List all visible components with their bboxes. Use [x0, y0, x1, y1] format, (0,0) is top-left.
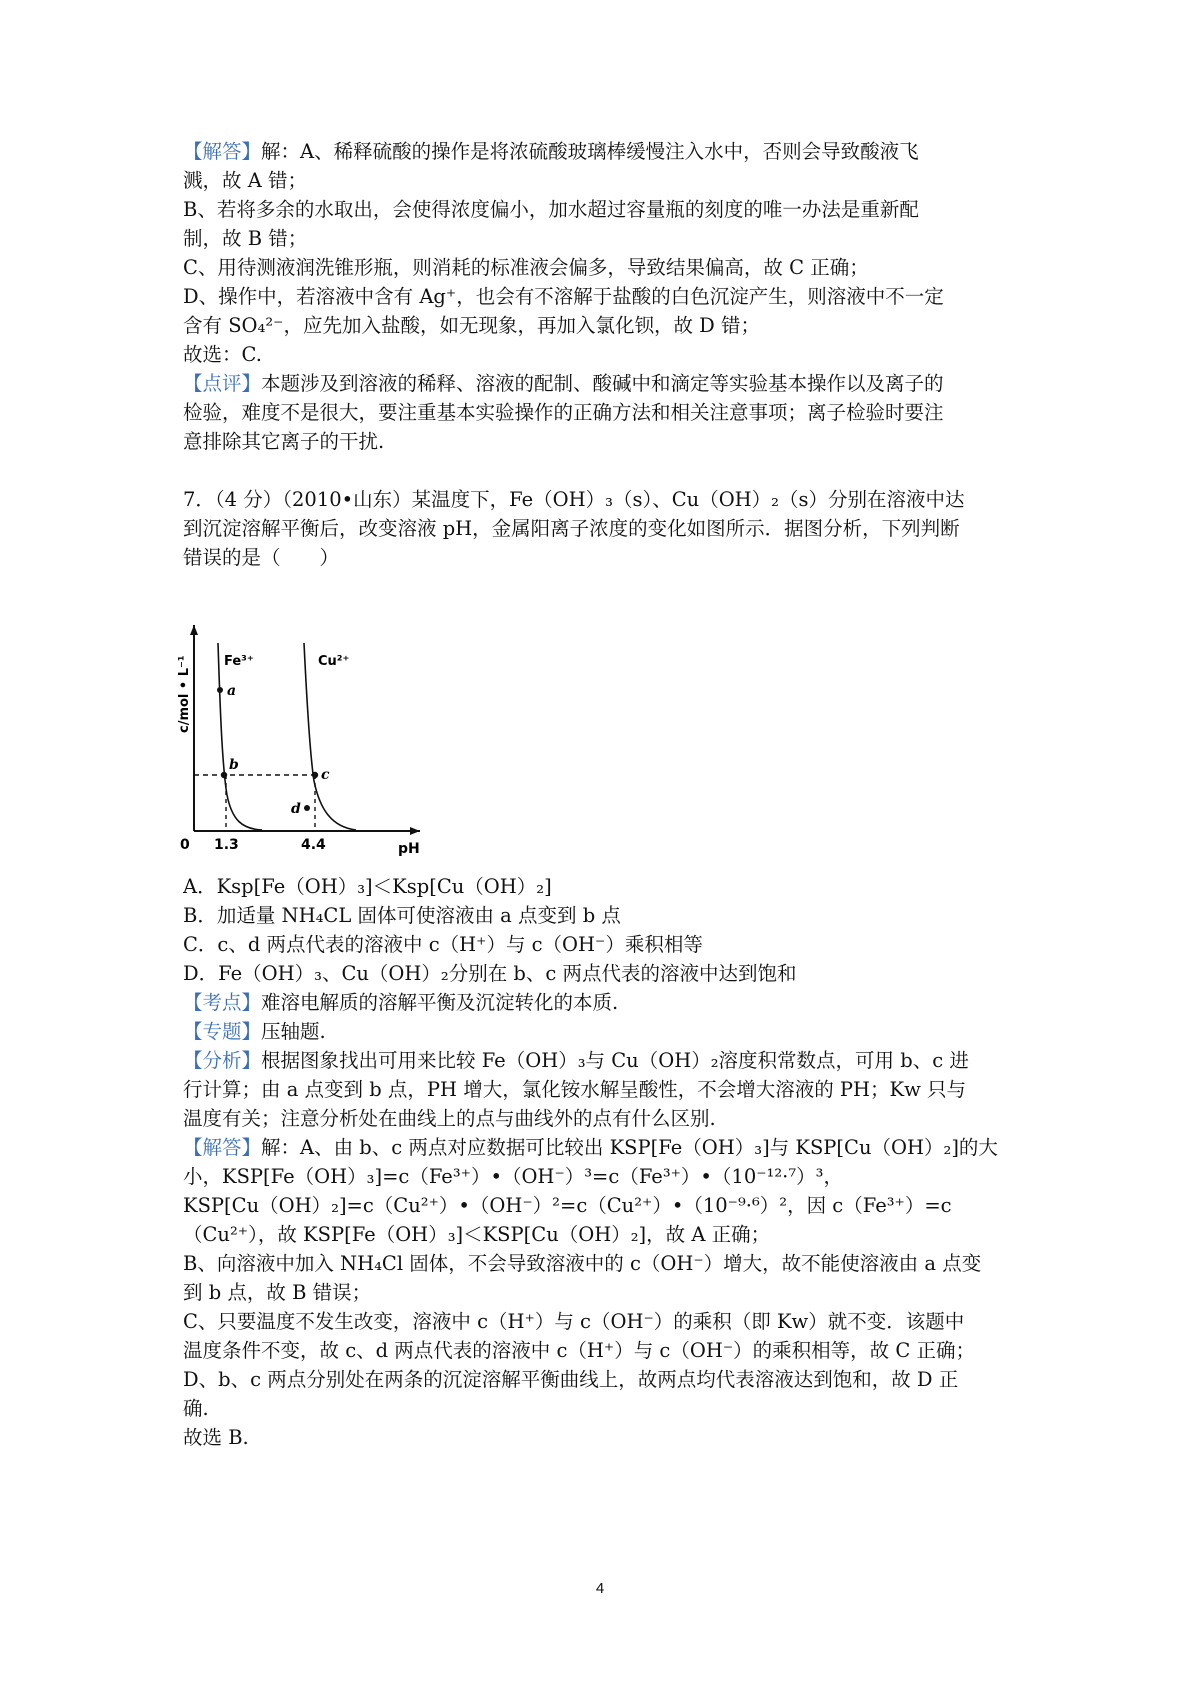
text-line: D、操作中，若溶液中含有 Ag⁺，也会有不溶解于盐酸的白色沉淀产生，则溶液中不一定 [183, 285, 944, 308]
text-line: C、用待测液润洗锥形瓶，则消耗的标准液会偏多，导致结果偏高，故 C 正确； [183, 256, 869, 279]
y-axis-label: c/mol • L⁻¹ [177, 655, 192, 733]
text-line: 检验，难度不是很大，要注重基本实验操作的正确方法和相关注意事项；离子检验时要注 [183, 401, 944, 424]
page-number: 4 [595, 1580, 605, 1597]
question-line: 到沉淀溶解平衡后，改变溶液 pH，金属阳离子浓度的变化如图所示．据图分析，下列判断 [183, 517, 960, 540]
text-line: 溅，故 A 错； [183, 169, 307, 192]
text-line: 温度条件不变，故 c、d 两点代表的溶液中 c（H⁺）与 c（OH⁻）的乘积相等，故 C 正确； [183, 1339, 975, 1362]
text-line: 小，KSP[Fe（OH）₃]=c（Fe³⁺）•（OH⁻）³=c（Fe³⁺）•（10⁻¹²·⁷）³， [183, 1165, 844, 1188]
x-tick-1: 1.3 [214, 837, 239, 853]
kaodian-line: 【考点】难溶电解质的溶解平衡及沉淀转化的本质. [183, 991, 619, 1014]
option-d: D．Fe（OH）₃、Cu（OH）₂分别在 b、c 两点代表的溶液中达到饱和 [183, 962, 797, 985]
text-line: 故选 B. [183, 1426, 249, 1449]
label-a: a [227, 683, 237, 699]
label-cu: Cu²⁺ [318, 654, 350, 669]
text-line: B、向溶液中加入 NH₄Cl 固体，不会导致溶液中的 c（OH⁻）增大，故不能使溶液由 a 点变 [183, 1252, 982, 1275]
label-c: c [321, 767, 330, 783]
fe-curve [218, 643, 262, 830]
question-line: 错误的是（ ） [183, 546, 340, 569]
point-c [312, 772, 318, 778]
point-a [217, 687, 223, 693]
label-fe: Fe³⁺ [224, 654, 254, 669]
fenxi-line: 【分析】根据图象找出可用来比较 Fe（OH）₃与 Cu（OH）₂溶度积常数点，可用 b、c 进 [183, 1049, 969, 1072]
text-line: KSP[Cu（OH）₂]=c（Cu²⁺）•（OH⁻）²=c（Cu²⁺）•（10⁻⁹·⁶）²，因 c（Fe³⁺）=c [183, 1194, 952, 1217]
label-b: b [229, 757, 239, 773]
text-line: 含有 SO₄²⁻，应先加入盐酸，如无现象，再加入氯化钡，故 D 错； [183, 314, 761, 337]
text-line: 确. [183, 1397, 209, 1420]
answer-line-1: 【解答】解：A、稀释硫酸的操作是将浓硫酸玻璃棒缓慢注入水中，否则会导致酸液飞 [183, 140, 919, 163]
text-line: （Cu²⁺），故 KSP[Fe（OH）₃]＜KSP[Cu（OH）₂]，故 A 正确； [183, 1223, 771, 1246]
answer-line-2: 【解答】解：A、由 b、c 两点对应数据可比较出 KSP[Fe（OH）₃]与 KSP[Cu（OH）₂]的大 [183, 1136, 998, 1159]
x-tick-2: 4.4 [301, 837, 326, 853]
question-line: 7．（4 分）（2010•山东）某温度下，Fe（OH）₃（s）、Cu（OH）₂（s）分别在溶液中达 [183, 488, 965, 511]
option-b: B．加适量 NH₄CL 固体可使溶液由 a 点变到 b 点 [183, 904, 621, 927]
x-axis-label: pH [398, 841, 420, 857]
text-line: 故选：C. [183, 343, 262, 366]
cu-curve [304, 643, 356, 830]
text-line: D、b、c 两点分别处在两条的沉淀溶解平衡曲线上，故两点均代表溶液达到饱和，故 D 正 [183, 1368, 959, 1391]
option-a: A．Ksp[Fe（OH）₃]＜Ksp[Cu（OH）₂] [183, 875, 552, 898]
point-d [304, 805, 310, 811]
text-line: 到 b 点，故 B 错误； [183, 1281, 372, 1304]
text-line: C、只要温度不发生改变，溶液中 c（H⁺）与 c（OH⁻）的乘积（即 Kw）就不变．该题中 [183, 1310, 965, 1333]
text-line: 温度有关；注意分析处在曲线上的点与曲线外的点有什么区别. [183, 1107, 716, 1130]
option-c: C．c、d 两点代表的溶液中 c（H⁺）与 c（OH⁻）乘积相等 [183, 933, 703, 956]
origin-label: 0 [180, 837, 190, 853]
precipitation-figure [177, 625, 430, 857]
text-line: 意排除其它离子的干扰. [183, 430, 385, 453]
label-d: d [291, 801, 301, 817]
zhuanti-line: 【专题】压轴题. [183, 1020, 326, 1043]
point-b [221, 772, 227, 778]
text-line: B、若将多余的水取出，会使得浓度偏小，加水超过容量瓶的刻度的唯一办法是重新配 [183, 198, 919, 221]
comment-line: 【点评】本题涉及到溶液的稀释、溶液的配制、酸碱中和滴定等实验基本操作以及离子的 [183, 372, 944, 395]
text-line: 制，故 B 错； [183, 227, 308, 250]
text-line: 行计算；由 a 点变到 b 点，PH 增大，氯化铵水解呈酸性，不会增大溶液的 PH；Kw 只与 [183, 1078, 967, 1101]
